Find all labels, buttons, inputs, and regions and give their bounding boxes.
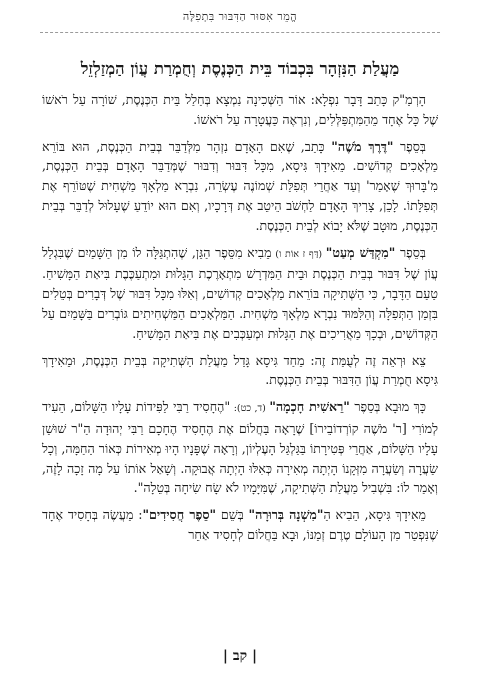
paragraph-text: צֵא וּרְאֵה זֶה לְעֻמַּת זֶה: מֵחַד גִּיסָא גָּדַל מַעֲלַת הַשְּׁתִיקָה בְּבֵית הַכְּנֶסֶת, וּמֵאִידָךְ גִּיסָא חֻמְרַת עֲוֹן הַדִּבּוּר בְּבֵית הַכְּנֶסֶת. xyxy=(42,352,438,388)
header-divider xyxy=(40,32,440,33)
paragraph-mikdash-meat xyxy=(42,243,438,344)
book-citation: "דֶּרֶךְ מֹשֶׁה" xyxy=(331,138,394,154)
paragraph-text: : מַעֲשֶׂה בְּחָסִיד אֶחָד שֶׁנִּפְטַר מִן הָעוֹלָם טֶרֶם זְמַנּוֹ, וּבָא בַּחֲלוֹם לְחָסִיד אַחֵר xyxy=(42,507,438,542)
paragraph-lead: מֵאִידָךְ גִּיסָא, הֵבִיא הַ xyxy=(323,507,426,523)
paragraph-text: "הֶחָסִיד רַבִּי לַפִּידוֹת עָלָיו הַשָּׁלוֹם, הֵעִיד לְמוֹרִי [ר' מֹשֶׁה קוֹרְדוֹבֵירוֹ] שֶׁרָאָה בַּחֲלוֹם אֶת הֶחָסִיד הֶחָכָם רַבִּי יְהוּדָה הַ"ר שׁוּשַׁן עָלָיו הַשָּׁלוֹם, אַחֲרֵי פְּטִירָתוֹ בַּגַּלְגַּל הָעֶלְיוֹן, וְרָאָה שֶׁפָּנָיו הָיוּ מְאִירוֹת כְּאוֹר הַחַמָּה, וְכָל שַׂעֲרָה וְשַׂעֲרָה מִזְּקָנוֹ הָיְתָה מְאִירָה כְּאִלּוּ הָיְתָה אֲבוּקָה. וְשָׁאַל אוֹתוֹ עַל מָה זָכָה לָזֶה, וְאָמַר לוֹ: בִּשְׁבִיל מַעֲלַת הַשְּׁתִיקָה, שֶׁמִּיָּמָיו לֹא שָׂח שִׂיחָה בְּטֵלָה". xyxy=(42,399,438,496)
book-citation: "מִשְׁנָה בְּרוּרָה" xyxy=(248,507,324,523)
paragraph-derech-moshe xyxy=(42,137,438,236)
paragraph-ramak xyxy=(42,90,438,130)
running-head: הֱמֵר אִסּוּר הַדִּבּוּר בִּתְפִלָּה xyxy=(182,10,298,23)
paragraph-lead: כָּךְ מוּבָא בְּסֵפֶר xyxy=(349,399,427,415)
paragraph-connector: בְּשֵׁם xyxy=(216,507,249,523)
book-citation: "רֵאשִׁית חָכְמָה" xyxy=(269,399,350,415)
paragraph-mishna-berura xyxy=(42,505,438,545)
paragraph-reshit-chochma xyxy=(42,397,438,498)
book-citation: "סֵפֶר חֲסִידִים" xyxy=(142,507,217,523)
paragraph-text: הָרְמַ"ק כָּתַב דָּבָר נִפְלָא: אוֹר הַשְּׁכִינָה נִמְצָא בְּחַלַל בֵּית הַכְּנֶסֶת, שׁוֹרָה עַל רֹאשׁוֹ שֶׁל כָּל אֶחָד מֵהַמִּתְפַּלְּלִים, וְנִרְאֶה כַּעֲטָרָה עַל רֹאשׁוֹ. xyxy=(42,92,438,127)
paragraph-comparison xyxy=(42,351,438,391)
page-number: | קב | xyxy=(222,648,258,664)
source-reference: (דַּף ז אוֹת ו) xyxy=(271,248,326,260)
paragraph-lead: בְּסֵפֶר xyxy=(393,138,426,154)
source-reference: (ד, כט): xyxy=(230,403,270,415)
paragraph-text: כָּתַב, שֶׁאִם הָאָדָם נִזְהָר מִלְּדַבֵּר בְּבֵית הַכְּנֶסֶת, הוּא בּוֹרֵא מַלְאָכִים קְדוֹשִׁים. מֵאִידָךְ גִּיסָא, מִכָּל דִּבּוּר וְדִבּוּר שֶׁמְּדַבֵּר הָאָדָם בְּבֵית הַכְּנֶסֶת, מִ'בָּרוּךְ שֶׁאָמַר' וְעַד אַחֲרֵי תְּפִלַּת שְׁמוֹנֶה עֶשְׂרֵה, נִבְרָא מַלְאָךְ מַשְׁחִית שֶׁטּוֹרֵף אֶת תְּפִלָּתוֹ. לָכֵן, צָרִיךְ הָאָדָם לַחְשֹׁב הֵיטֵב אֶת דְּרָכָיו, וְאִם הוּא יוֹדֵעַ שֶׁעָלוּל לְדַבֵּר בְּבֵית הַכְּנֶסֶת, מוּטָב שֶׁלֹּא יָבוֹא לְבֵית הַכְּנֶסֶת. xyxy=(42,138,438,233)
paragraph-text: מֵבִיא מִסֵּפֶר הַגַּן, שֶׁהִתְגַּלָּה לוֹ מִן הַשָּׁמַיִם שֶׁבִּגְלַל עֲוֹן שֶׁל דִּבּוּר בְּבֵית הַכְּנֶסֶת וּבֵית הַמִּדְרָשׁ מִתְאָרֶכֶת הַגָּלוּת וּמִתְעַכֶּבֶת בִּיאַת הַמָּשִׁיחַ. טַעַם הַדָּבָר, כִּי הַשְּׁתִיקָה בּוֹרֵאת מַלְאָכִים קְדוֹשִׁים, וְאִלּוּ מִכָּל דִּבּוּר שֶׁל דְּבָרִים בְּטֵלִים בִּזְמַן הַתְּפִלָּה וְהַלִּמּוּד נִבְרָא מַלְאָךְ מַשְׁחִית. הַמַּלְאָכִים הַמַּשְׁחִיתִים גּוֹבְרִים בַּשָּׁמַיִם עַל הַקְּדוֹשִׁים, וּבְכָךְ מַאֲרִיכִים אֶת הַגָּלוּת וּמְעַכְּבִים אֶת בִּיאַת הַמָּשִׁיחַ. xyxy=(42,244,438,341)
paragraph-lead: בְּסֵפֶר xyxy=(395,244,426,260)
section-title: מַעֲלַת הַנִּזְהָר בִּכְבוֹד בֵּית הַכְּנֶסֶת וְחֻמְרַת עֲוֹן הַמְזַלְזֵל xyxy=(80,59,400,78)
page-body xyxy=(42,58,438,552)
book-citation: "מִקְדַּשׁ מְעַט" xyxy=(325,244,396,260)
